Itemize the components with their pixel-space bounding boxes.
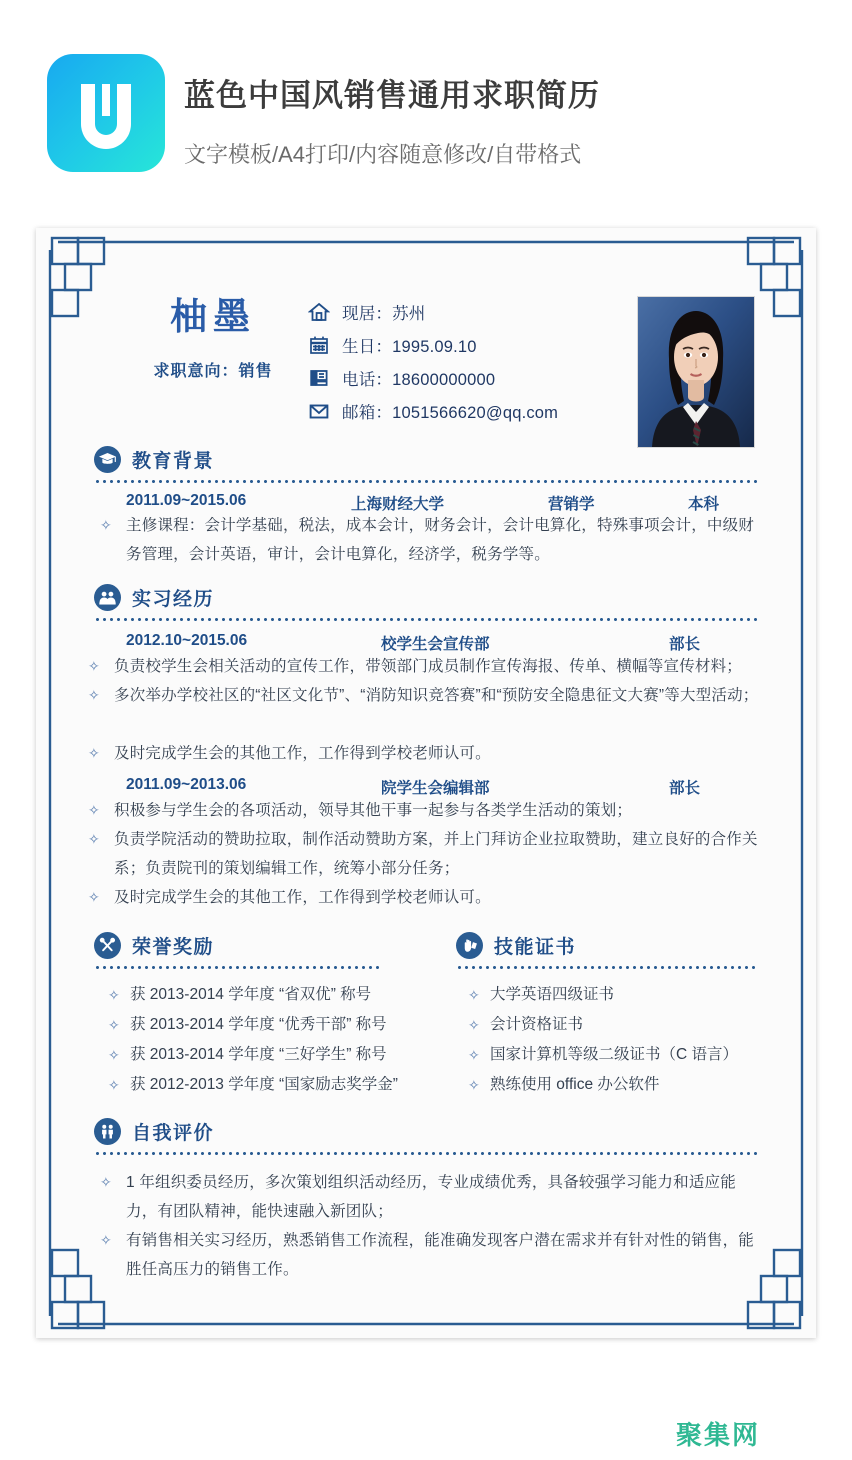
- skill-item: [468, 1010, 583, 1040]
- bullet-marker: ✧: [108, 1077, 120, 1093]
- contact-value: 邮箱：1051566620@qq.com: [342, 404, 559, 422]
- bullet-text: 及时完成学生会的其他工作，工作得到学校老师认可。: [114, 745, 491, 762]
- resume-header: [36, 266, 816, 446]
- section-title: 自我评价: [132, 1123, 215, 1144]
- skill-text: 大学英语四级证书: [490, 986, 615, 1003]
- section-header-self-evaluation: [94, 1118, 214, 1145]
- self-evaluation-bullet: [100, 1168, 766, 1226]
- honor-text: 获 2013-2014 学年度 “三好学生” 称号: [130, 1046, 387, 1063]
- bullet-marker: ✧: [100, 1232, 112, 1248]
- tools-cross-icon: [94, 932, 121, 959]
- skill-item: [468, 980, 614, 1010]
- two-persons-icon: [94, 1118, 121, 1145]
- internship-bullet: [88, 681, 788, 710]
- contact-value: 电话：18600000000: [342, 371, 496, 389]
- honor-item: [108, 1070, 398, 1100]
- internship-role-1: 部长: [669, 636, 701, 653]
- contact-row-residence: [308, 298, 558, 326]
- section-divider-education: [94, 480, 758, 483]
- envelope-icon: [308, 400, 342, 422]
- candidate-name: 柚墨: [170, 296, 256, 337]
- section-header-education: [94, 446, 214, 473]
- bullet-marker: ✧: [88, 687, 100, 703]
- avatar: [637, 296, 755, 448]
- internship-date-1: 2012.10~2015.06: [126, 632, 248, 649]
- contact-value: 生日：1995.09.10: [342, 338, 477, 356]
- internship-bullet: [88, 883, 788, 912]
- section-title: 实习经历: [132, 589, 215, 610]
- bullet-text: 有销售相关实习经历，熟悉销售工作流程，能准确发现客户潜在需求并有针对性的销售，能胜任高压力的销售工作。: [126, 1232, 755, 1278]
- bullet-marker: ✧: [100, 1174, 112, 1190]
- contact-list: [308, 298, 558, 430]
- bullet-marker: ✧: [468, 1047, 480, 1063]
- calendar-icon: [308, 334, 342, 356]
- banner-title: 蓝色中国风销售通用求职简历: [184, 78, 600, 113]
- bullet-text: 积极参与学生会的各项活动，领导其他干事一起参与各类学生活动的策划；: [114, 802, 633, 819]
- bullet-marker: ✧: [88, 831, 100, 847]
- section-header-internship: [94, 584, 214, 611]
- skill-text: 国家计算机等级二级证书（C 语言）: [490, 1046, 739, 1063]
- education-degree: 本科: [688, 496, 720, 513]
- internship-date-2: 2011.09~2013.06: [126, 776, 247, 793]
- internship-bullet: [88, 796, 788, 825]
- honor-item: [108, 1040, 387, 1070]
- bullet-marker: ✧: [108, 1047, 120, 1063]
- bullet-marker: ✧: [108, 1017, 120, 1033]
- bullet-marker: ✧: [468, 987, 480, 1003]
- hand-certificate-icon: [456, 932, 483, 959]
- honor-item: [108, 980, 371, 1010]
- section-divider-honors: [94, 966, 382, 969]
- bullet-marker: ✧: [468, 1077, 480, 1093]
- internship-org-1: 校学生会宣传部: [381, 636, 490, 653]
- contact-row-birthday: [308, 331, 558, 359]
- bullet-marker: ✧: [108, 987, 120, 1003]
- home-icon: [308, 301, 342, 323]
- section-title: 技能证书: [494, 937, 577, 958]
- internship-bullet: [88, 739, 788, 768]
- bullet-marker: ✧: [468, 1017, 480, 1033]
- self-evaluation-bullet: [100, 1226, 766, 1284]
- resume-sheet: [36, 228, 816, 1338]
- bullet-marker: ✧: [100, 517, 112, 533]
- bullet-marker: ✧: [88, 658, 100, 674]
- internship-role-2: 部长: [669, 780, 701, 797]
- graduation-cap-icon: [94, 446, 121, 473]
- education-school: 上海财经大学: [351, 496, 445, 513]
- bullet-text: 负责校学生会相关活动的宣传工作，带领部门成员制作宣传海报、传单、横幅等宣传材料；: [114, 658, 743, 675]
- site-watermark: 聚集网: [676, 1420, 761, 1450]
- phone-icon: [308, 367, 342, 389]
- section-header-skills: [456, 932, 576, 959]
- section-divider-internship: [94, 618, 758, 621]
- education-bullet: [100, 511, 766, 569]
- skill-text: 会计资格证书: [490, 1016, 584, 1033]
- internship-org-2: 院学生会编辑部: [381, 780, 490, 797]
- honor-text: 获 2012-2013 学年度 “国家励志奖学金”: [130, 1076, 398, 1093]
- section-header-honors: [94, 932, 214, 959]
- honor-text: 获 2013-2014 学年度 “省双优” 称号: [130, 986, 372, 1003]
- internship-bullet: [88, 652, 788, 681]
- education-major: 营销学: [548, 496, 595, 513]
- banner-subtitle: 文字模板/A4打印/内容随意修改/自带格式: [184, 142, 582, 167]
- skill-item: [468, 1070, 659, 1100]
- wps-w-logo-icon: [47, 54, 165, 172]
- bullet-text: 负责学院活动的赞助拉取，制作活动赞助方案，并上门拜访企业拉取赞助，建立良好的合作关系；负责院刊的策划编辑工作，统筹小部分任务；: [114, 831, 758, 877]
- bullet-marker: ✧: [88, 802, 100, 818]
- bullet-marker: ✧: [88, 745, 100, 761]
- education-date: 2011.09~2015.06: [126, 492, 247, 509]
- contact-value: 现居：苏州: [342, 305, 426, 323]
- bullet-marker: ✧: [88, 889, 100, 905]
- internship-bullet: [88, 825, 788, 883]
- honor-item: [108, 1010, 387, 1040]
- section-divider-self-evaluation: [94, 1152, 758, 1155]
- skill-item: [468, 1040, 738, 1070]
- contact-row-phone: [308, 364, 558, 392]
- section-divider-skills: [456, 966, 758, 969]
- skill-text: 熟练使用 office 办公软件: [490, 1076, 660, 1093]
- section-title: 荣誉奖励: [132, 937, 215, 958]
- team-people-icon: [94, 584, 121, 611]
- contact-row-email: [308, 397, 558, 425]
- bullet-text: 及时完成学生会的其他工作，工作得到学校老师认可。: [114, 889, 491, 906]
- job-intent: 求职意向：销售: [153, 363, 273, 380]
- page-banner: [0, 0, 852, 220]
- bullet-text: 多次举办学校社区的“社区文化节”、“消防知识竞答赛”和“预防安全隐患征文大赛”等大型活动；: [114, 687, 759, 704]
- honor-text: 获 2013-2014 学年度 “优秀干部” 称号: [130, 1016, 387, 1033]
- bullet-text: 1 年组织委员经历，多次策划组织活动经历，专业成绩优秀，具备较强学习能力和适应能力，有团队精神，能快速融入新团队；: [126, 1174, 736, 1220]
- section-title: 教育背景: [132, 451, 215, 472]
- bullet-text: 主修课程：会计学基础，税法，成本会计，财务会计，会计电算化，特殊事项会计，中级财务管理，会计英语，审计，会计电算化，经济学，税务学等。: [126, 517, 755, 563]
